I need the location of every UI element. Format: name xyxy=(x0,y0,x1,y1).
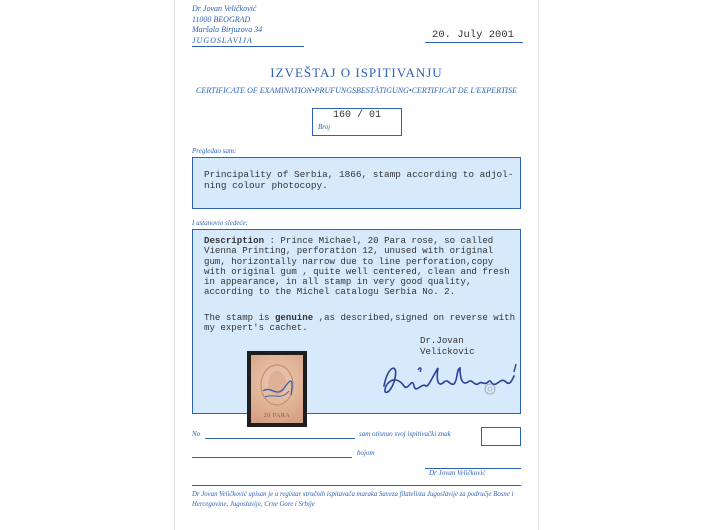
description-text: : Prince Michael, 20 Para rose, so called Vienna Printing, perforation 12, unused with original gum, horizontally narrow due to line perforation,copy with original gum , quite well centered, clean and fresh in appearance, in all stamp in very good quality, according to the Michel catalogu Serbia No. 2. xyxy=(204,235,510,298)
findings-label: I ustanovio sledeće: xyxy=(192,219,248,227)
form-no-label: No xyxy=(192,430,201,438)
form-bojom-label: bojom xyxy=(357,449,375,457)
certificate-number-box xyxy=(312,108,402,136)
form-signature-label: Dr Jovan Veličković xyxy=(429,469,486,477)
genuine-word: genuine xyxy=(274,312,314,323)
genuine-after: ,as described,signed on reverse with my expert's cachet. xyxy=(204,312,516,334)
issuer-name: Dr Jovan Veličković xyxy=(192,4,257,13)
footer-divider xyxy=(192,485,521,486)
description-paragraph xyxy=(204,236,516,298)
description-label: Description xyxy=(204,235,265,246)
expert-signature xyxy=(378,356,528,402)
issuer-country: JUGOSLAVIJA xyxy=(192,35,253,45)
certificate-number: 160 / 01 xyxy=(332,110,381,121)
genuine-statement xyxy=(204,313,516,334)
issuer-city: 11000 BEOGRAD xyxy=(192,14,251,24)
expert-cachet-icon xyxy=(483,382,497,396)
issuer-address xyxy=(192,4,262,46)
footer-note: Dr Jovan Veličković upisan je u registar stručnih ispitavača maraka Saveza filatelista Jugoslavije za područje Bosne i Hercegovine, Jugoslavije, Crne Gore i Srbije xyxy=(192,491,514,508)
examined-box xyxy=(192,157,521,209)
form-otisnuo-label: sam otisnuo svoj ispitivački znak xyxy=(359,430,451,438)
genuine-before: The stamp is xyxy=(204,312,275,323)
certificate-title: IZVEŠTAJ O ISPITIVANJU xyxy=(270,65,443,80)
certificate-page xyxy=(174,0,539,530)
form-mark-box xyxy=(481,427,521,446)
issuer-street: Maršala Birjuzova 34 xyxy=(192,25,263,34)
certificate-subtitle: CERTIFICATE OF EXAMINATION•PRUFUNGSBESTÄTIGUNG•CERTIFICAT DE L'EXPERTISE xyxy=(196,86,517,95)
form-bojom-line xyxy=(192,457,352,458)
certificate-number-label: Broj xyxy=(318,123,331,131)
form-no-line xyxy=(205,438,355,439)
signer-name: Dr.Jovan Velickovic xyxy=(420,335,475,357)
examined-label: Pregledao sam: xyxy=(192,147,237,155)
stamp-value-label: 20 PARA xyxy=(263,413,291,419)
certificate-date: 20. July 2001 xyxy=(432,29,514,41)
examined-text: Principality of Serbia, 1866, stamp according to adjol-ning colour photocopy. xyxy=(204,169,514,191)
stamp-photo xyxy=(247,351,307,427)
findings-box xyxy=(192,229,521,419)
date-underline xyxy=(425,42,523,43)
issuer-underline xyxy=(192,46,304,47)
stamp-image xyxy=(251,355,303,423)
